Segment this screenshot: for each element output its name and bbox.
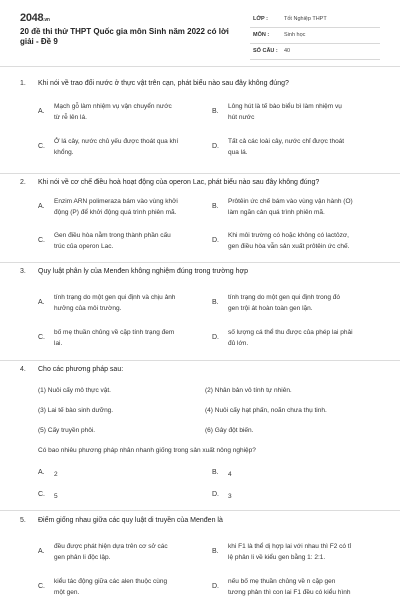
- question-number: 3.: [20, 268, 26, 275]
- document-header: [0, 0, 400, 66]
- option-b[interactable]: [212, 469, 392, 481]
- document-title: 20 đề thi thử THPT Quốc gia môn Sinh năm 2022 có lời giải - Đề 9: [20, 27, 229, 46]
- method-item: (5) Cấy truyền phôi.: [38, 427, 96, 434]
- option-text: Mạch gỗ làm nhiệm vụ vận chuyển nước từ rễ lên lá.: [54, 103, 172, 121]
- option-text: Gen điều hòa nằm trong thành phần cấu trúc của operon Lac.: [54, 232, 171, 250]
- option-letter: C.: [38, 491, 45, 498]
- divider: [0, 510, 400, 511]
- option-letter: C.: [38, 237, 45, 244]
- option-letter: A.: [38, 548, 45, 555]
- question-text: Khi nói về trao đổi nước ở thực vật trên cạn, phát biểu nào sau đây không đúng?: [38, 80, 289, 87]
- option-letter: A.: [38, 108, 45, 115]
- question-number: 1.: [20, 80, 26, 87]
- meta-value: Sinh học: [284, 32, 306, 38]
- question-number: 2.: [20, 179, 26, 186]
- option-letter: D.: [212, 334, 219, 341]
- divider: [0, 262, 400, 263]
- option-text: 3: [228, 493, 232, 500]
- meta-label: MÔN :: [253, 32, 270, 38]
- option-letter: D.: [212, 237, 219, 244]
- logo-main: 2048: [20, 12, 44, 24]
- meta-row-subject: [250, 28, 380, 44]
- option-text: tính trạng do một gen qui định và chịu ảnh hưởng của môi trường.: [54, 294, 176, 312]
- option-letter: B.: [212, 299, 219, 306]
- method-item: (1) Nuôi cấy mô thực vật.: [38, 387, 111, 394]
- meta-row-class: [250, 12, 380, 28]
- question-number: 4.: [20, 366, 26, 373]
- meta-row-count: [250, 44, 380, 60]
- meta-value: 40: [284, 48, 291, 54]
- option-text: Lông hút là tế bào biểu bì làm nhiệm vụ hút nước: [228, 103, 342, 121]
- document-meta: [250, 12, 380, 60]
- option-letter: C.: [38, 334, 45, 341]
- option-letter: D.: [212, 491, 219, 498]
- question-text: Cho các phương pháp sau:: [38, 366, 124, 373]
- option-text: tính trạng do một gen qui định trong đó gen trội át hoàn toàn gen lặn.: [228, 294, 341, 312]
- option-text: 5: [54, 493, 58, 500]
- site-logo[interactable]: [20, 12, 50, 24]
- option-text: Enzim ARN polimeraza bám vào vùng khởi động (P) để khởi động quá trình phiên mã.: [54, 198, 178, 216]
- divider: [0, 66, 400, 67]
- option-d[interactable]: [212, 491, 392, 503]
- method-item: (3) Lai tế bào sinh dưỡng.: [38, 407, 114, 414]
- divider: [0, 173, 400, 174]
- option-letter: A.: [38, 469, 45, 476]
- option-letter: A.: [38, 299, 45, 306]
- option-text: bố mẹ thuần chủng về cặp tính trạng đem lai.: [54, 329, 175, 347]
- meta-label: LỚP :: [253, 16, 268, 22]
- option-letter: C.: [38, 583, 45, 590]
- option-text: nếu bố mẹ thuần chủng về n cặp gen tương phản thì con lai F1 đều có kiểu hình: [228, 578, 351, 596]
- method-item: (4) Nuôi cấy hạt phấn, noãn chưa thụ tinh.: [205, 407, 327, 414]
- sub-question: Có bao nhiêu phương pháp nhân nhanh giống trong sản xuất nông nghiệp?: [38, 447, 256, 454]
- option-text: Prôtêin ức chế bám vào vùng vận hành (O) làm ngăn cản quá trình phiên mã.: [228, 198, 353, 216]
- option-text: Tất cả các loài cây, nước chỉ được thoát qua lá.: [228, 138, 345, 156]
- option-text: số lượng cá thể thu được của phép lai phải đủ lớn.: [228, 329, 353, 347]
- option-text: kiểu tác động giữa các alen thuộc cùng một gen.: [54, 578, 168, 596]
- method-item: (6) Gây đột biến.: [205, 427, 254, 434]
- question-text: Điểm giống nhau giữa các quy luật di truyền của Menđen là: [38, 517, 223, 524]
- option-text: Ở lá cây, nước chủ yếu được thoát qua khí khổng.: [54, 138, 179, 156]
- option-text: khi F1 là thể dị hợp lai với nhau thì F2 có tỉ lệ phân li về kiểu gen bằng 1: 2:1.: [228, 543, 352, 561]
- logo-suffix: .vn: [43, 17, 50, 23]
- divider: [0, 360, 400, 361]
- option-letter: B.: [212, 548, 219, 555]
- question-text: Quy luật phân ly của Menđen không nghiệm đúng trong trường hợp: [38, 268, 248, 275]
- question-text: Khi nói về cơ chế điều hoà hoạt động của operon Lac, phát biểu nào sau đây không đúng?: [38, 179, 320, 186]
- method-item: (2) Nhân bản vô tính tự nhiên.: [205, 387, 292, 394]
- meta-label: SỐ CÂU :: [253, 48, 278, 54]
- option-a[interactable]: [38, 469, 218, 481]
- option-text: đều được phát hiện dựa trên cơ sở các gen phân li độc lập.: [54, 543, 168, 561]
- option-letter: D.: [212, 583, 219, 590]
- option-letter: B.: [212, 108, 219, 115]
- option-c[interactable]: [38, 491, 218, 503]
- option-letter: B.: [212, 469, 219, 476]
- option-letter: C.: [38, 143, 45, 150]
- option-text: 4: [228, 471, 232, 478]
- option-letter: B.: [212, 203, 219, 210]
- option-text: Khi môi trường có hoặc không có lactôzơ, gen điều hòa vẫn sản xuất prôtêin ức chế.: [228, 232, 350, 250]
- question-number: 5.: [20, 517, 26, 524]
- option-letter: A.: [38, 203, 45, 210]
- option-letter: D.: [212, 143, 219, 150]
- meta-value: Tốt Nghiệp THPT: [284, 16, 327, 22]
- option-text: 2: [54, 471, 58, 478]
